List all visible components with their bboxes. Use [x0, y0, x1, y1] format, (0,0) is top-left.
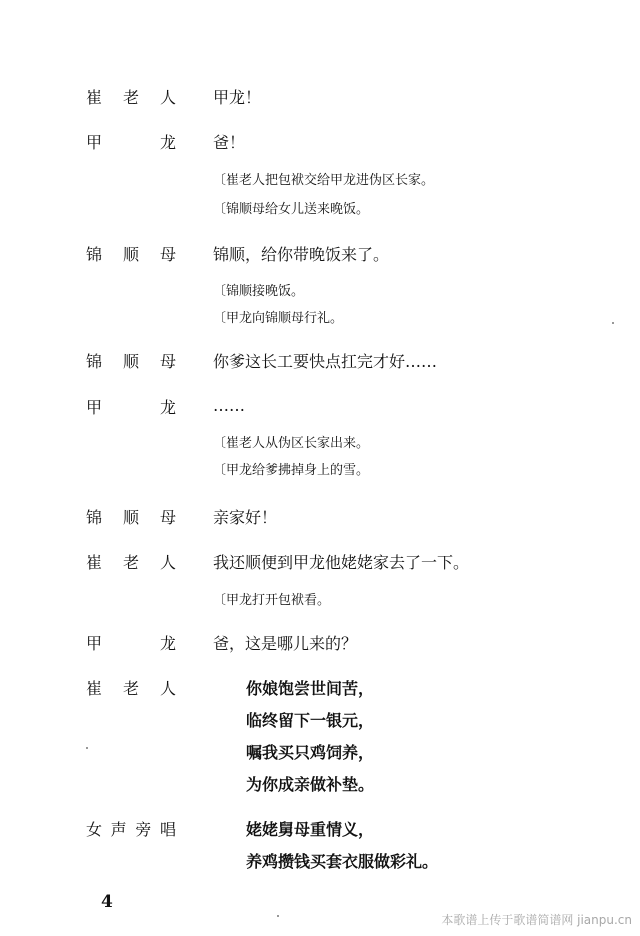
dialogue-line: …… — [213, 396, 245, 415]
dialogue-line: 你爹这长工要快点扛完才好…… — [213, 352, 438, 371]
verse-line: 为你成亲做补垫。 — [246, 775, 375, 794]
speaker-char: 旁 — [135, 820, 152, 839]
stage-direction: 〔锦顺母给女儿送来晚饭。 — [213, 202, 370, 217]
stage-direction: 〔锦顺接晚饭。 — [213, 284, 305, 299]
speaker-char: 甲 — [86, 634, 103, 653]
speaker-char: 甲 — [86, 398, 103, 417]
speaker-char: 人 — [159, 553, 176, 572]
speaker-char: 唱 — [159, 820, 176, 839]
dialogue-line: 甲龙！ — [213, 88, 262, 107]
speaker-char: 老 — [122, 88, 139, 107]
speaker-cui-laoren — [86, 86, 176, 110]
speaker-char: 顺 — [122, 245, 139, 264]
scan-speck — [277, 915, 279, 917]
verse-line: 你娘饱尝世间苦， — [246, 679, 375, 698]
speaker-cui-laoren — [86, 551, 176, 575]
speaker-jinshunmu — [86, 506, 176, 530]
dialogue-line: 爸！ — [213, 133, 246, 152]
dialogue-line: 我还顺便到甲龙他姥姥家去了一下。 — [213, 553, 470, 572]
page-number: 4 — [101, 892, 113, 912]
stage-direction: 〔崔老人把包袱交给甲龙进伪区长家。 — [213, 173, 435, 188]
speaker-char: 锦 — [86, 508, 103, 527]
speaker-char: 崔 — [86, 88, 103, 107]
speaker-char: 老 — [122, 679, 139, 698]
speaker-char: 母 — [159, 508, 176, 527]
verse-line: 临终留下一银元， — [246, 711, 375, 730]
dialogue-line: 锦顺，给你带晚饭来了。 — [213, 245, 390, 264]
dialogue-line: 爸，这是哪儿来的？ — [213, 634, 358, 653]
verse-line: 养鸡攒钱买套衣服做彩礼。 — [246, 852, 439, 871]
speaker-char: 崔 — [86, 679, 103, 698]
speaker-char: 锦 — [86, 352, 103, 371]
dialogue-line: 亲家好！ — [213, 508, 278, 527]
speaker-char: 崔 — [86, 553, 103, 572]
speaker-female-chorus — [86, 818, 176, 842]
stage-direction: 〔甲龙给爹拂掉身上的雪。 — [213, 463, 370, 478]
scan-speck — [86, 747, 88, 749]
speaker-char: 声 — [110, 820, 127, 839]
stage-direction: 〔甲龙打开包袱看。 — [213, 593, 331, 608]
speaker-char: 母 — [159, 352, 176, 371]
verse-line: 姥姥舅母重情义， — [246, 820, 375, 839]
speaker-char: 女 — [86, 820, 103, 839]
speaker-jinshunmu — [86, 243, 176, 267]
scan-speck — [612, 322, 614, 324]
speaker-char: 老 — [122, 553, 139, 572]
speaker-char: 人 — [159, 679, 176, 698]
stage-direction: 〔崔老人从伪区长家出来。 — [213, 436, 370, 451]
speaker-jinshunmu — [86, 350, 176, 374]
speaker-char: 龙 — [159, 133, 176, 152]
speaker-jialong — [86, 396, 176, 420]
speaker-cui-laoren — [86, 677, 176, 701]
speaker-char: 龙 — [159, 634, 176, 653]
stage-direction: 〔甲龙向锦顺母行礼。 — [213, 311, 344, 326]
speaker-char: 顺 — [122, 352, 139, 371]
speaker-char: 龙 — [159, 398, 176, 417]
verse-line: 嘱我买只鸡饲养， — [246, 743, 375, 762]
speaker-char: 锦 — [86, 245, 103, 264]
speaker-char: 顺 — [122, 508, 139, 527]
speaker-jialong — [86, 632, 176, 656]
speaker-char: 甲 — [86, 133, 103, 152]
speaker-char: 人 — [159, 88, 176, 107]
speaker-jialong — [86, 131, 176, 155]
speaker-char: 母 — [159, 245, 176, 264]
watermark: 本歌谱上传于歌谱简谱网 jianpu.cn — [441, 913, 632, 927]
